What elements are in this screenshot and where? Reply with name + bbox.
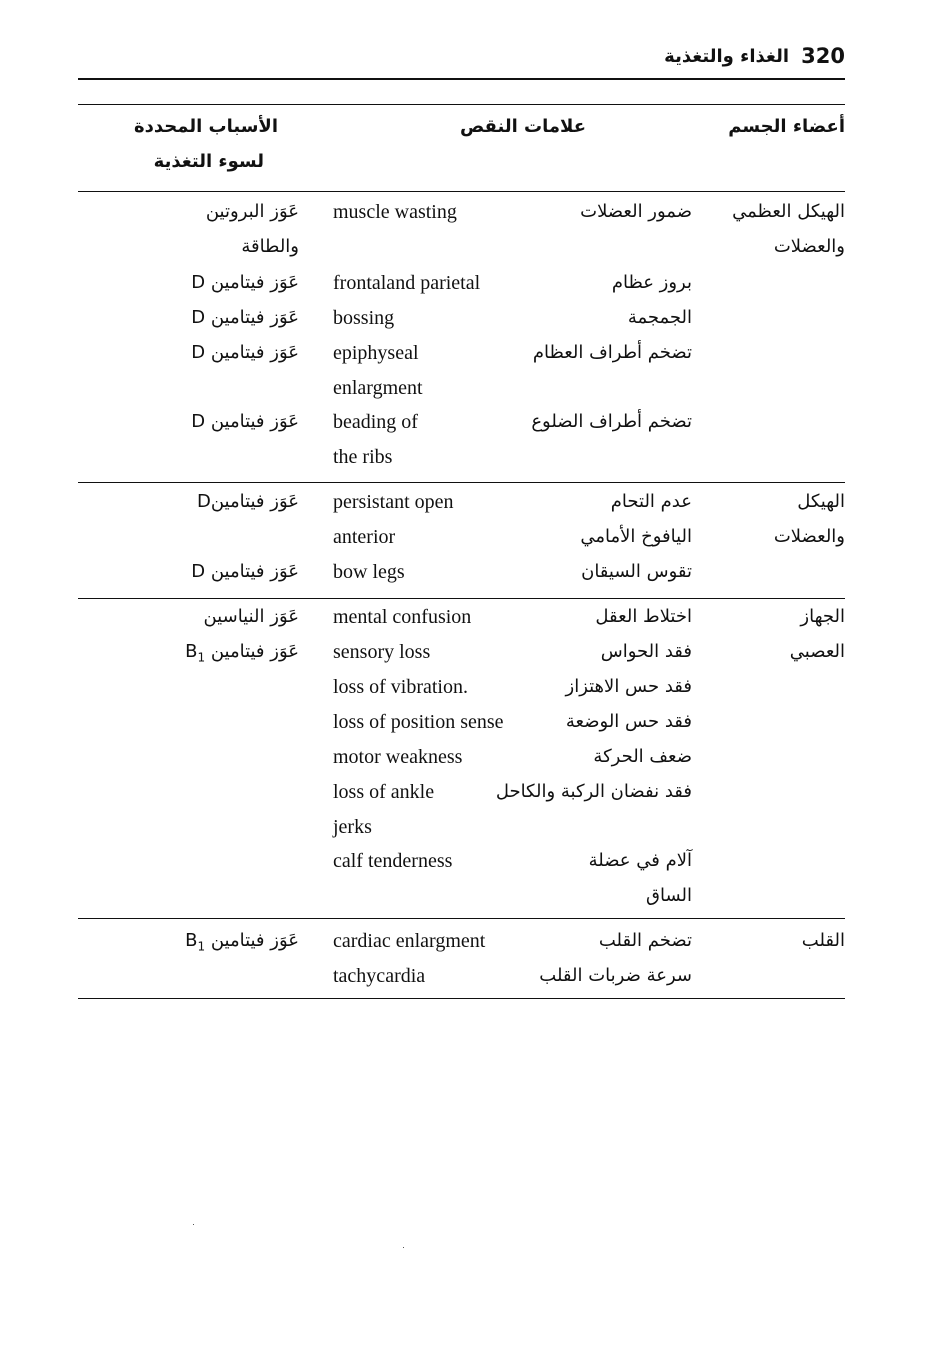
- sign-en: beading of: [333, 411, 418, 433]
- sign-ar: تضخم أطراف الضلوع: [531, 411, 692, 432]
- cause: D عَوَز فيتامين: [191, 307, 299, 328]
- cause-vitamin-letter: B: [185, 641, 198, 662]
- cause: عَوَز النياسين: [203, 606, 299, 627]
- group-divider-2: [78, 598, 845, 599]
- cause-vitamin-subscript: 1: [197, 650, 206, 665]
- page-number: 320: [801, 44, 845, 68]
- sign-en: mental confusion: [333, 606, 472, 628]
- sign-ar: ضعف الحركة: [593, 746, 692, 767]
- organ-skeleton-muscles-line2: والعضلات: [773, 236, 845, 257]
- sign-en: calf tenderness: [333, 850, 453, 872]
- cause: [185, 640, 299, 670]
- sign-en: loss of vibration.: [333, 676, 468, 698]
- organ-heart: القلب: [801, 930, 845, 951]
- sign-en: epiphyseal: [333, 342, 419, 364]
- cause: D عَوَز فيتامين: [191, 411, 299, 432]
- sign-en: persistant open: [333, 491, 454, 513]
- sign-ar: فقد نفضان الركبة والكاحل: [495, 781, 692, 802]
- sign-ar: فقد حس الاهتزاز: [565, 676, 692, 697]
- sign-ar: آلام في عضلة: [588, 850, 692, 871]
- sign-en-line2: jerks: [333, 816, 372, 838]
- organ-skeleton-muscles: الهيكل العظمي: [732, 201, 845, 222]
- cause: D عَوَز فيتامين: [191, 342, 299, 363]
- sign-en: muscle wasting: [333, 201, 457, 223]
- table-header-rule: [78, 191, 845, 192]
- scan-speck: [193, 1224, 194, 1225]
- organ-nervous-system: الجهاز: [800, 606, 845, 627]
- sign-en: bow legs: [333, 561, 405, 583]
- cause: [185, 929, 299, 959]
- sign-ar: تقوس السيقان: [581, 561, 692, 582]
- sign-ar: سرعة ضربات القلب: [539, 965, 692, 986]
- organ-nervous-system-line2: العصبي: [789, 641, 845, 662]
- sign-en-line2: the ribs: [333, 446, 393, 468]
- header-organs: أعضاء الجسم: [728, 116, 845, 137]
- cause-text: عَوَز فيتامين: [205, 641, 299, 662]
- sign-en: loss of ankle: [333, 781, 435, 803]
- sign-en: loss of position sense: [333, 711, 504, 733]
- sign-ar: عدم التحام: [610, 491, 692, 512]
- cause-vitamin-subscript: 1: [197, 939, 206, 954]
- page-header: [78, 40, 845, 80]
- scan-speck: [403, 1247, 404, 1248]
- header-signs: علامات النقص: [459, 116, 586, 137]
- cause-text: عَوَز فيتامين: [205, 930, 299, 951]
- sign-en: motor weakness: [333, 746, 463, 768]
- sign-ar: تضخم أطراف العظام: [532, 342, 692, 363]
- table-bottom-rule: [78, 998, 845, 999]
- sign-ar: تضخم القلب: [598, 930, 692, 951]
- sign-en-line2: bossing: [333, 307, 395, 329]
- sign-ar: اختلاط العقل: [595, 606, 692, 627]
- organ-skeleton: الهيكل: [797, 491, 845, 512]
- cause: عَوَز البروتين: [205, 201, 299, 222]
- sign-en-line2: anterior: [333, 526, 396, 548]
- sign-ar: ضمور العضلات: [580, 201, 692, 222]
- header-causes-line1: الأسباب المحددة: [134, 116, 278, 137]
- group-divider-3: [78, 918, 845, 919]
- cause: D عَوَز فيتامين: [191, 272, 299, 293]
- sign-en-line2: enlargment: [333, 377, 423, 399]
- sign-ar-line2: الساق: [646, 885, 692, 906]
- organ-skeleton-line2: والعضلات: [773, 526, 845, 547]
- cause: D عَوَز فيتامين: [191, 561, 299, 582]
- cause: Dعَوَز فيتامين: [196, 491, 299, 512]
- sign-en: sensory loss: [333, 641, 431, 663]
- sign-en: tachycardia: [333, 965, 426, 987]
- sign-ar-line2: اليافوخ الأمامي: [580, 526, 692, 547]
- header-causes-line2: لسوء التغذية: [153, 151, 264, 172]
- cause-line2: والطاقة: [241, 236, 299, 257]
- cause-vitamin-letter: B: [185, 930, 198, 951]
- sign-ar: بروز عظام: [611, 272, 692, 293]
- table-top-rule: [78, 104, 845, 105]
- sign-en: frontaland parietal: [333, 272, 481, 294]
- sign-ar: فقد حس الوضعة: [565, 711, 692, 732]
- group-divider-1: [78, 482, 845, 483]
- sign-ar-line2: الجمجمة: [627, 307, 692, 328]
- sign-en: cardiac enlargment: [333, 930, 486, 952]
- sign-ar: فقد الحواس: [600, 641, 692, 662]
- running-title: الغذاء والتغذية: [664, 46, 789, 67]
